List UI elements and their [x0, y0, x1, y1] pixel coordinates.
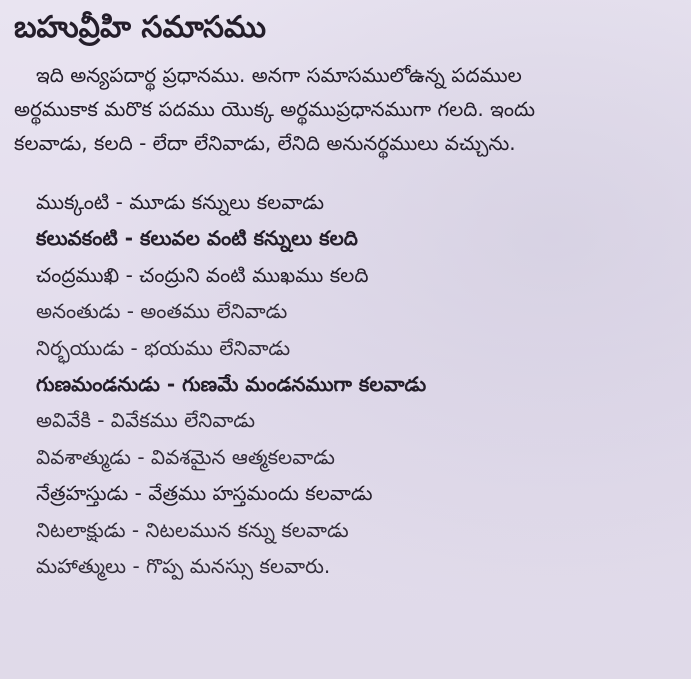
example-item: అవివేకి - వివేకము లేనివాడు: [36, 408, 256, 433]
example-item: నేత్రహస్తుడు - వేత్రము హస్తమందు కలవాడు: [36, 481, 373, 506]
paragraph-line: కలవాడు, కలది - లేదా లేనివాడు, లేనిది అనునర్థములు వచ్చును.: [14, 131, 516, 155]
example-item: ముక్కంటి - మూడు కన్నులు కలవాడు: [36, 190, 325, 214]
page-heading: బహువ్రీహి సమాసము: [14, 10, 267, 45]
example-item: చంద్రముఖి - చంద్రుని వంటి ముఖము కలది: [36, 262, 369, 287]
example-item: వివశాత్ముడు - వివశమైన ఆత్మకలవాడు: [36, 444, 335, 469]
examples-list: [36, 184, 676, 584]
intro-paragraph: [14, 58, 682, 160]
example-item: నిటలాక్షుడు - నిటలమున కన్ను కలవాడు: [36, 517, 349, 542]
example-item: గుణమండనుడు - గుణమే మండనముగా కలవాడు: [36, 371, 427, 396]
paragraph-line: అర్థముకాక మరొక పదము యొక్క అర్థముప్రధానముగా గలది. ఇందు: [14, 97, 536, 121]
example-item: మహాత్ములు - గొప్ప మనస్సు కలవారు.: [36, 553, 331, 578]
example-item: అనంతుడు - అంతము లేనివాడు: [36, 299, 288, 324]
example-item: కలువకంటి - కలువల వంటి కన్నులు కలది: [36, 226, 358, 251]
paragraph-line: ఇది అన్యపదార్థ ప్రధానము. అనగా సమాసములోఉన్న పదముల: [36, 63, 522, 87]
example-item: నిర్భయుడు - భయము లేనివాడు: [36, 335, 291, 360]
